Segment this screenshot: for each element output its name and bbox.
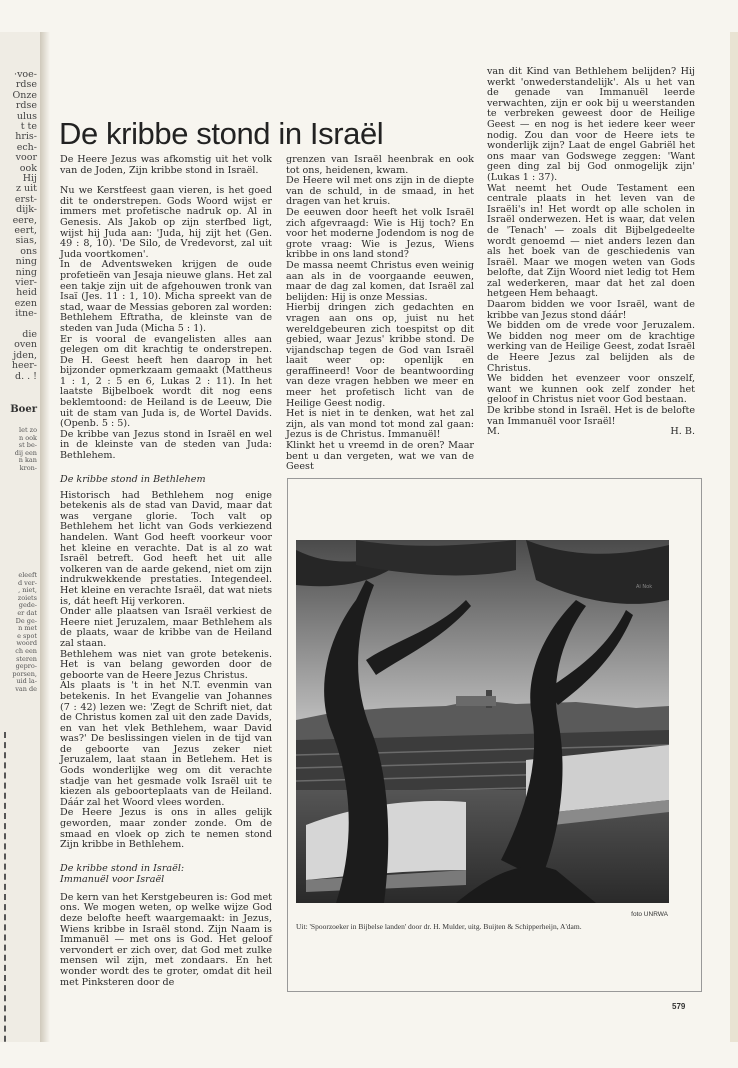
- article-title: De kribbe stond in Israël: [59, 116, 384, 151]
- previous-page-fragment: erst-: [14, 193, 37, 205]
- paragraph: We bidden om de vrede voor Jeruzalem. We bidden nog meer om de krachtige werking van de Heilige Geest, zodat Israël de Heere Jezus zal belijden als de Christus.: [487, 320, 695, 374]
- previous-page-fragment: dijk-: [16, 204, 37, 216]
- previous-page-fragment: hris-: [15, 131, 37, 143]
- column-1: [60, 155, 272, 988]
- previous-page-fragment: porsen,: [12, 669, 37, 678]
- previous-page-fragment: woord: [16, 639, 37, 648]
- photo-watermark: Ai Nok: [636, 584, 653, 590]
- previous-page-fragment: eere,: [12, 214, 37, 226]
- previous-page-fragment: gepro-: [15, 662, 37, 671]
- paragraph: Het is niet in te denken, wat het zal zijn, als van mond tot mond zal gaan: Jezus is de Christus. Immanuël!: [286, 408, 474, 441]
- section-heading-line-2: Immanuël voor Israël: [60, 873, 165, 885]
- paragraph: Wat neemt het Oude Testament een centrale plaats in het leven van de Israëli's in! Het wordt op alle scholen in Israël onderwezen. Het is waar, dat velen de 'Tenach' — zoals dit Bijbelgedeelte wordt genoemd — niet anders lezen dan als het boek van de geschiedenis van Israël. Maar we mogen weten van Gods belofte, dat Zijn Woord niet ledig tot Hem zal wederkeren, maar dat het zal doen hetgeen Hem behaagt.: [487, 182, 695, 300]
- previous-page-fragment: eleeft: [18, 571, 37, 579]
- previous-page-fragment: ulus: [16, 110, 37, 122]
- section-heading: De kribbe stond in Bethlehem: [60, 473, 206, 485]
- previous-page-fragment: zoiets: [17, 593, 37, 602]
- paragraph: grenzen van Israël heenbrak en ook tot ons, heidenen, kwam.: [286, 154, 474, 176]
- previous-page-fragment: heid: [16, 287, 37, 299]
- paragraph: De Heere Jezus is ons in alles gelijk geworden, maar zonder zonde. Om de smaad en vloek op zich te nemen stond Zijn kribbe in Bethlehem.: [60, 807, 272, 851]
- previous-page-edge: [0, 32, 41, 1042]
- previous-page-fragment: d. . !: [15, 370, 37, 382]
- paragraph: Daarom bidden we voor Israël, want de kribbe van Jezus stond dáár!: [487, 299, 695, 321]
- photo-credit: foto UNRWA: [631, 911, 668, 918]
- section-heading: [60, 863, 272, 885]
- photo-bethlehem-olive-trees: [296, 540, 669, 903]
- previous-page-fragment: ning: [15, 266, 37, 278]
- previous-page-fragment: dij een: [14, 448, 37, 457]
- previous-page-fragment: oven: [14, 339, 37, 351]
- previous-page-fragment: eert,: [14, 225, 37, 236]
- paragraph: We bidden het evenzeer voor onszelf, want we kunnen ook zelf zonder het geloof in Christus niet voor God bestaan.: [487, 373, 695, 406]
- previous-page-small-text-2: [12, 572, 37, 694]
- previous-page-fragment: van de: [15, 684, 37, 693]
- previous-page-fragment: jden,: [13, 349, 37, 361]
- page-gutter: [40, 32, 50, 1042]
- decorative-rope: [4, 732, 10, 1042]
- signature-left: M.: [487, 426, 500, 438]
- previous-page-fragment: , niet,: [18, 586, 37, 595]
- previous-page-fragment: z uit: [16, 183, 37, 195]
- previous-page-fragment: heer-: [11, 360, 37, 372]
- paragraph: De kribbe stond in Israël. Het is de belofte van Immanuël voor Israël!: [487, 405, 695, 427]
- previous-page-small-text: [15, 427, 37, 473]
- paragraph: Bethlehem was niet van grote betekenis. Het is van belang geworden door de geboorte van de Heere Jezus Christus.: [60, 648, 272, 681]
- previous-page-fragment: ech-: [16, 141, 37, 153]
- previous-page-fragment: n kan: [18, 456, 37, 465]
- column-2: [286, 155, 474, 473]
- previous-page-fragment: Hij: [22, 173, 37, 184]
- previous-page-fragment: d ver-: [17, 578, 37, 587]
- previous-page-fragment: e spot: [17, 631, 37, 640]
- previous-page-fragment: ning: [15, 256, 37, 268]
- paragraph: Hierbij dringen zich gedachten en vragen aan ons op, juist nu het wereldgebeuren zich toespitst op dit gebied, waar Jezus' kribbe stond. De vijandschap tegen de God van Israël laait weer op: openlijk en geraffineerd! Voor de beantwoording van deze vragen hebben we meer en meer het profetisch licht van de Heilige Geest nodig.: [286, 302, 474, 409]
- paragraph: De kern van het Kerstgebeuren is: God met ons. We mogen weten, op welke wijze God deze belofte heeft waargemaakt: in Jezus, Wiens kribbe in Israël stond. Zijn Naam is Immanuël — met ons is God. Het geloof vervondert er zich over, dat God met zulke mensen wil zijn, met zondaars. En het wonder wordt des te groter, omdat dit heil met Pinksteren door de: [60, 891, 272, 988]
- paragraph: De kribbe van Jezus stond in Israël en wel in de kleinste van de steden van Juda: Bethlehem.: [60, 428, 272, 462]
- paragraph: van dit Kind van Bethlehem belijden? Hij werkt 'onwederstandelijk'. Als u het van de genade van Immanuël leerde verwachten, zijn er ook bij u weerstanden te verbreken geweest door de Heilige Geest — en nog is het iedere keer weer nodig. Zou dan voor de Heere iets te wonderlijk zijn? Laat de engel Gabriël het ons maar van Godswege zeggen: 'Want geen ding zal bij God onmogelijk zijn' (Lukas 1 : 37).: [487, 66, 695, 183]
- previous-page-fragment: n ook: [18, 433, 37, 442]
- previous-page-fragment: ezen: [14, 297, 37, 309]
- previous-page-fragment: ch een: [15, 646, 37, 655]
- paragraph: De Heere wil met ons zijn in de diepte van de schuld, in de smaad, in het dragen van het kruis.: [286, 175, 474, 208]
- previous-page-heading: Boer: [10, 404, 37, 415]
- signature-right: H. B.: [670, 426, 695, 438]
- paragraph: Er is vooral de evangelisten alles aan gelegen om dit krachtig te onderstrepen. De H. Geest heeft hen daarop in het bijzonder opmerkzaam gemaakt (Mattheus 1 : 1, 2 : 5 en 6, Lukas 2 : 11). In het laatste Bijbelboek wordt dit nog eens beklemtoond: de Heiland is de Leeuw, Die uit de stam van Juda is, de Wortel Davids. (Openb. 5 : 5).: [60, 333, 272, 430]
- previous-page-fragment: rdse: [15, 79, 37, 91]
- previous-page-fragment: voor: [15, 152, 37, 164]
- previous-page-fragment: uid la-: [16, 677, 37, 686]
- previous-page-fragment: n met: [18, 624, 37, 633]
- column-3: [487, 67, 695, 438]
- previous-page-fragment: rdse: [15, 100, 37, 112]
- previous-page-fragment: die: [22, 329, 37, 340]
- paragraph: De eeuwen door heeft het volk Israël zich afgevraagd: Wie is Hij toch? En voor het moderne Jodendom is nog de grote vraag: Wie is Jezus, Wiens kribbe in ons land stond?: [286, 206, 474, 261]
- section-heading-line-1: De kribbe stond in Israël:: [60, 862, 185, 874]
- photo-caption: Uit: 'Spoorzoeker in Bijbelse landen' door dr. H. Mulder, uitg. Buijten & Schipperheijn, A'dam.: [296, 922, 582, 931]
- paragraph: Klinkt het u vreemd in de oren? Maar bent u dan vergeten, wat we van de Geest: [286, 440, 474, 473]
- paragraph: Nu we Kerstfeest gaan vieren, is het goed dit te onderstrepen. Gods Woord wijst er immers met profetische nadruk op. Al in Genesis. Als Jakob op zijn sterfbed ligt, wijst hij Juda aan: 'Juda, hij zijt het (Gen. 49 : 8, 10). 'De Silo, de Vredevorst, zal uit Juda voortkomen'.: [60, 185, 272, 260]
- previous-page-fragment: steren: [16, 654, 37, 663]
- paragraph: Onder alle plaatsen van Israël verkiest de Heere niet Jeruzalem, maar Bethlehem als de plaats, waar de kribbe van de Heiland zal staan.: [60, 606, 272, 649]
- previous-page-fragment: t te: [20, 121, 37, 132]
- paragraph: In de Adventsweken krijgen de oude profetieën van Jesaja nieuwe glans. Het zal een takje zijn uit de afgehouwen tronk van Isaï (Jes. 11 : 1, 10). Micha spreekt van de stad, waar de Messias geboren zal worden: Bethlehem Eftratha, de kleinste van de steden van Juda (Micha 5 : 1).: [60, 259, 272, 334]
- right-page-edge: [730, 32, 738, 1042]
- previous-page-fragment: sias,: [15, 235, 37, 247]
- paragraph: De Heere Jezus was afkomstig uit het volk van de Joden, Zijn kribbe stond in Israël.: [60, 154, 272, 176]
- previous-page-fragment: er dat: [17, 608, 37, 617]
- previous-page-fragment: ons: [20, 245, 37, 257]
- previous-page-fragment: Onze: [12, 89, 37, 101]
- page-number: 579: [672, 1002, 686, 1011]
- previous-page-fragment: let zo: [19, 426, 37, 434]
- previous-page-fragment: st be-: [18, 441, 37, 450]
- previous-page-fragment: itne-: [15, 308, 37, 320]
- previous-page-fragment: gede-: [18, 601, 37, 610]
- previous-page-fragment: ·voe-: [14, 69, 37, 80]
- previous-page-fragment: De ge-: [15, 616, 37, 625]
- previous-page-fragment: kron-: [19, 463, 37, 472]
- paragraph: De massa neemt Christus even weinig aan als in de voorgaande eeuwen, maar de dag zal komen, dat Israël zal belijden: Hij is onze Messias.: [286, 259, 474, 303]
- paragraph: Als plaats is 't in het N.T. evenmin van betekenis. In het Evangelie van Johannes (7 : 42) lezen we: 'Zegt de Schrift niet, dat de Christus komen zal uit den zade Davids, en van het vlek Bethlehem, waar David was?' De beslissingen vielen in de tijd van de geboorte van Jezus zeker niet Jeruzalem, laat staan in Betlehem. Het is Gods wonderlijke weg om dit verachte stadje van het gesmade volk Israël uit te kiezen als geboorteplaats van de Heiland. Dáár zal het Woord vlees worden.: [60, 680, 272, 808]
- paragraph: Historisch had Bethlehem nog enige betekenis als de stad van David, maar dat was vergane glorie. Toch valt op Bethlehem het licht van Gods verkiezend handelen. Want God heeft voorkeur voor het kleine en verachte. Dat is al zo wat Israël betreft. God heeft het uit alle volkeren van de aarde gekend, niet om zijn indrukwekkende prestaties. Integendeel. Het kleine en verachte Israël, dat wat niets is, dát heeft Hij verkoren.: [60, 489, 272, 607]
- previous-page-fragment: ook: [19, 162, 37, 174]
- signature-line: [487, 427, 695, 438]
- previous-page-fragment: vier-: [15, 277, 37, 288]
